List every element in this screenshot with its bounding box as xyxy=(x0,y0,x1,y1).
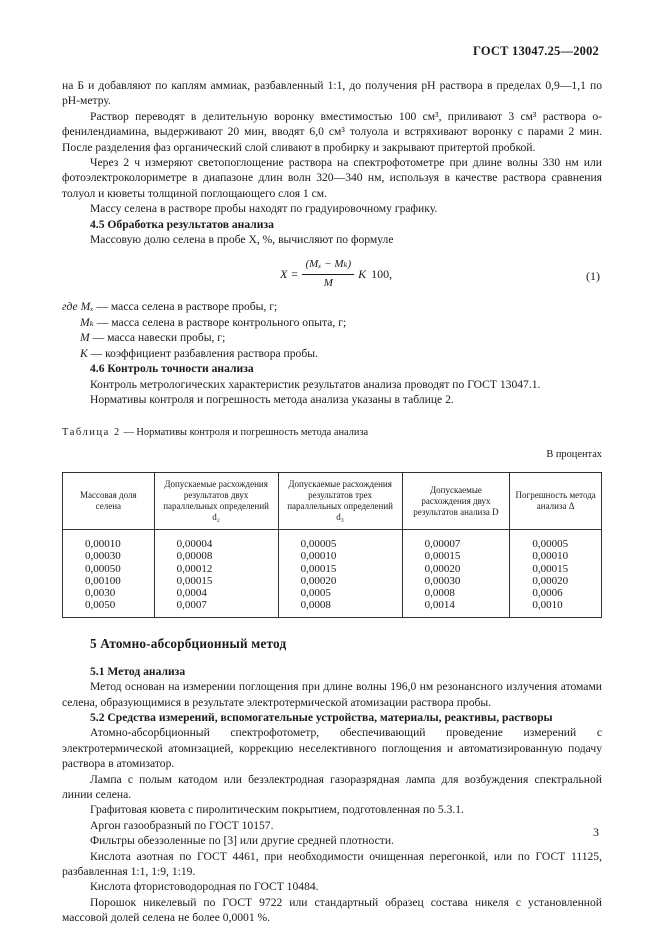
table-value: 0,00020 xyxy=(532,574,569,587)
table-column-cell xyxy=(510,530,602,618)
table-header-cell: Допускаемые расхождения результатов трех параллельных определений d₃ xyxy=(278,473,402,530)
table-caption-label: Таблица 2 xyxy=(62,427,121,439)
table-value: 0,00007 xyxy=(424,538,461,551)
paragraph: Через 2 ч измеряют светопоглощение раствора на спектрофотометре при длине волны 330 нм или фотоэлектроколориметре в диапазоне длин волн 320—340 нм, используя в качестве раствора сравнения толуол и кюветы толщиной поглощающего слоя 1 см. xyxy=(62,156,602,200)
paragraph: Кислота фтористоводородная по ГОСТ 10484. xyxy=(90,880,319,894)
paragraph: Контроль метрологических характеристик результатов анализа проводят по ГОСТ 13047.1. xyxy=(90,377,541,391)
norms-table xyxy=(62,472,602,618)
paragraph: Кислота азотная по ГОСТ 4461, при необходимости очищенная перегонкой, или по ГОСТ 11125, разбавленная 1:1, 1:9, 1:19. xyxy=(62,849,602,879)
paragraph: на Б и добавляют по каплям аммиак, разбавленный 1:1, до получения pH раствора в пределах 0,9—1,1 по pH-метру. xyxy=(62,79,602,108)
variable-desc: — масса селена в растворе контрольного опыта, г; xyxy=(96,315,347,329)
table-value: 0,00005 xyxy=(532,538,569,551)
variable-row xyxy=(62,299,602,314)
variable-desc: — масса навески пробы, г; xyxy=(92,331,226,345)
table-value: 0,00010 xyxy=(532,550,569,563)
page-content xyxy=(62,78,602,926)
formula-fraction xyxy=(302,257,354,291)
table-row xyxy=(63,530,602,618)
table-value: 0,00030 xyxy=(424,574,461,587)
table-value: 0,00012 xyxy=(176,562,213,575)
table-value: 0,00008 xyxy=(176,550,213,563)
table-value: 0,00010 xyxy=(85,538,121,551)
section-heading-4-5: 4.5 Обработка результатов анализа xyxy=(90,217,274,231)
formula-numerator: (Mₓ − Mₖ) xyxy=(302,257,354,274)
table-value: 0,00020 xyxy=(300,574,337,587)
paragraph: Раствор переводят в делительную воронку вместимостью 100 см³, приливают 3 см³ раствора о-фенилендиамина, выдерживают 20 мин, вводят 6,0 см³ толуола и встряхивают воронку с парами 2 мин. После разделения фаз органический слой сливают в пробирку и закрывают притертой пробкой. xyxy=(62,109,602,154)
formula xyxy=(280,257,392,291)
table-header-cell: Допускаемые расхождения двух результатов анализа D xyxy=(402,473,510,530)
table-caption xyxy=(62,425,602,440)
paragraph: Массу селена в растворе пробы находят по градуировочному графику. xyxy=(90,202,438,216)
table-column-cell xyxy=(402,530,510,618)
standard-header: ГОСТ 13047.25—2002 xyxy=(473,44,599,58)
table-header-cell: Погрешность метода анализа Δ xyxy=(510,473,602,530)
table-value: 0,00004 xyxy=(176,538,213,551)
table-units: В процентах xyxy=(546,448,602,460)
variable-definitions xyxy=(62,299,602,361)
table-value: 0,00030 xyxy=(85,550,121,563)
table-value: 0,0008 xyxy=(300,599,331,612)
paragraph: Порошок никелевый по ГОСТ 9722 или стандартный образец состава никеля с установленной массовой долей селена не более 0,0001 %. xyxy=(62,895,602,925)
table-value: 0,00010 xyxy=(300,550,337,563)
paragraph: Фильтры обеззоленные по [3] или другие средней плотности. xyxy=(90,834,394,848)
formula-coefficient: K xyxy=(358,266,367,281)
paragraph: Графитовая кювета с пиролитическим покрытием, подготовленная по 5.3.1. xyxy=(90,803,464,817)
table-caption-text: — Нормативы контроля и погрешность метода анализа xyxy=(120,427,369,439)
table-value: 0,0007 xyxy=(176,599,207,612)
table-value: 0,00100 xyxy=(85,574,121,587)
variable-symbol: где Mₓ xyxy=(62,300,94,314)
table-value: 0,0030 xyxy=(85,586,116,599)
variable-row xyxy=(80,315,602,330)
table-value: 0,00020 xyxy=(424,562,461,575)
paragraph: Метод основан на измерении поглощения при длине волны 196,0 нм резонансного излучения атомами селена, образующимися в результате электротермической атомизации раствора пробы. xyxy=(62,680,602,709)
table-header-cell: Допускаемые расхождения результатов двух параллельных определений d₂ xyxy=(154,473,278,530)
paragraph: Атомно-абсорбционный спектрофотометр, обеспечивающий проведение измерений с электротермической атомизацией, коррекцию неселективного поглощения и автоматизированную подачу раствора в атомизатор. xyxy=(62,726,602,771)
table-value: 0,0005 xyxy=(300,586,331,599)
table-value: 0,0004 xyxy=(176,586,207,599)
table-value: 0,00015 xyxy=(300,562,337,575)
variable-row xyxy=(80,346,602,361)
table-value: 0,00050 xyxy=(85,562,121,575)
variable-row xyxy=(80,330,602,345)
formula-denominator: M xyxy=(323,276,333,289)
table-column-cell xyxy=(154,530,278,618)
variable-desc: — коэффициент разбавления раствора пробы. xyxy=(90,346,318,360)
paragraph: Лампа с полым катодом или безэлектродная газоразрядная лампа для возбуждения спектральной линии селена. xyxy=(62,772,602,801)
section-heading-5: 5 Атомно-абсорбционный метод xyxy=(90,636,287,652)
variable-desc: — масса селена в растворе пробы, г; xyxy=(96,300,278,314)
table-value: 0,0008 xyxy=(424,586,455,599)
formula-intro: Массовую долю селена в пробе X, %, вычисляют по формуле xyxy=(90,233,394,247)
section-heading-5-2: 5.2 Средства измерений, вспомогательные устройства, материалы, реактивы, растворы xyxy=(90,710,553,724)
formula-rest: 100, xyxy=(371,266,393,281)
table-value: 0,00015 xyxy=(532,562,569,575)
table-column-cell xyxy=(63,530,155,618)
table-value: 0,00005 xyxy=(300,538,337,551)
table-header-row xyxy=(63,473,602,530)
variable-symbol: Mₖ xyxy=(80,315,94,329)
table-value: 0,0010 xyxy=(532,599,563,612)
table-column-cell xyxy=(278,530,402,618)
table-value: 0,0050 xyxy=(85,599,116,612)
page-number: 3 xyxy=(593,825,599,839)
table-value: 0,00015 xyxy=(424,550,461,563)
section-heading-4-6: 4.6 Контроль точности анализа xyxy=(90,362,254,376)
section-heading-5-1: 5.1 Метод анализа xyxy=(90,664,186,678)
table-value: 0,0006 xyxy=(532,586,563,599)
paragraph: Аргон газообразный по ГОСТ 10157. xyxy=(90,818,274,832)
formula-block xyxy=(62,253,602,297)
paragraph: Нормативы контроля и погрешность метода анализа указаны в таблице 2. xyxy=(90,392,454,406)
table-value: 0,0014 xyxy=(424,599,455,612)
table-value: 0,00015 xyxy=(176,574,213,587)
formula-lhs: X = xyxy=(280,266,299,281)
variable-symbol: K xyxy=(80,346,88,360)
table-header-cell: Массовая доля селена xyxy=(63,473,155,530)
variable-symbol: M xyxy=(80,331,90,345)
equation-number: (1) xyxy=(586,269,600,284)
